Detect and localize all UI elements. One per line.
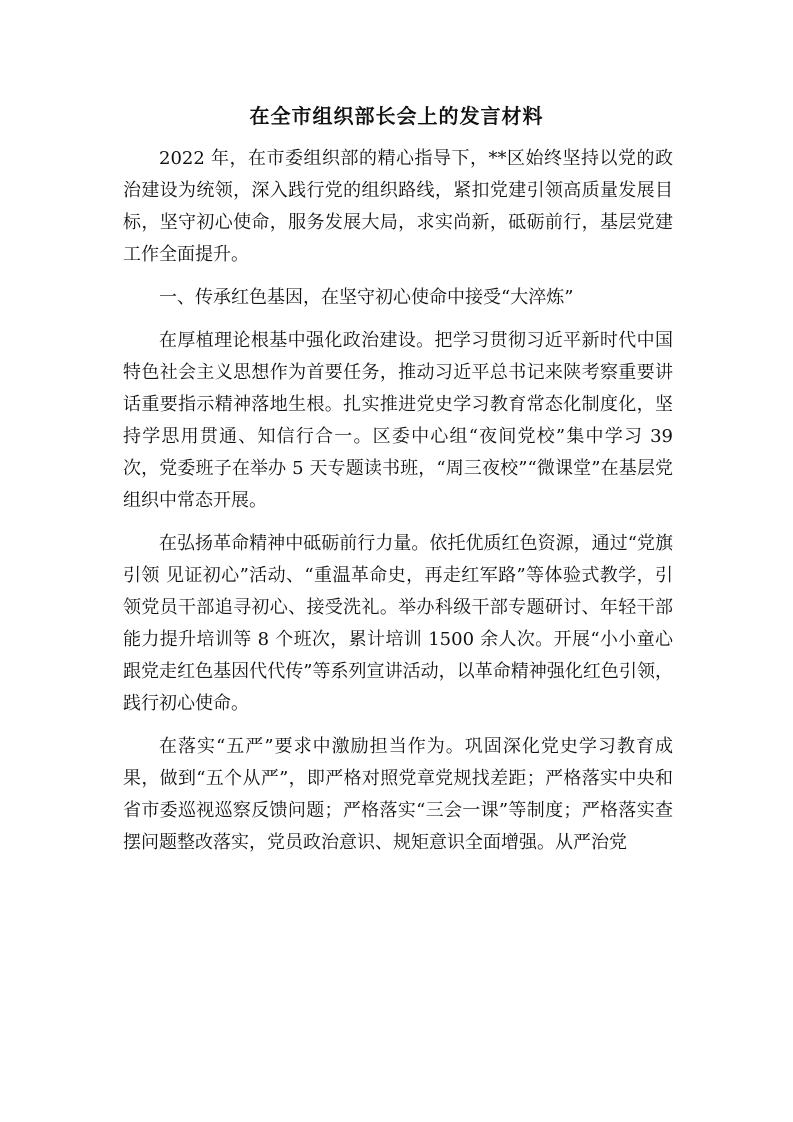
paragraph-intro: 2022 年，在市委组织部的精心指导下，**区始终坚持以党的政治建设为统领，深入践行党的组织路线，紧扣党建引领高质量发展目标，坚守初心使命，服务发展大局，求实尚新，砥砺前行，基层党建工作全面提升。 (123, 148, 673, 265)
paragraph-revolution-spirit: 在弘扬革命精神中砥砺前行力量。依托优质红色资源，通过“党旗引领 见证初心”活动、“重温革命史，再走红军路”等体验式教学，引领党员干部追寻初心、接受洗礼。举办科级干部专题研讨、年轻干部能力提升培训等 8 个班次，累计培训 1500 余人次。开展“小小童心跟党走红色基因代代传”等系列宣讲活动，以革命精神强化红色引领，践行初心使命。 (123, 533, 673, 714)
document-title: 在全市组织部长会上的发言材料 (249, 104, 544, 128)
paragraph-five-strict: 在落实“五严”要求中激励担当作为。巩固深化党史学习教育成果，做到“五个从严”，即严格对照党章党规找差距；严格落实中央和省市委巡视巡察反馈问题；严格落实“三会一课”等制度；严格落实查摆问题整改落实，党员政治意识、规矩意识全面增强。从严治党 (123, 736, 673, 853)
document-body (123, 143, 673, 859)
section-heading-1: 一、传承红色基因，在坚守初心使命中接受“大淬炼” (159, 287, 574, 308)
paragraph-theory: 在厚植理论根基中强化政治建设。把学习贯彻习近平新时代中国特色社会主义思想作为首要任务，推动习近平总书记来陕考察重要讲话重要指示精神落地生根。扎实推进党史学习教育常态化制度化，坚持学思用贯通、知信行合一。区委中心组“夜间党校”集中学习 39 次，党委班子在举办 5 天专题读书班，“周三夜校”“微课堂”在基层党组织中常态开展。 (123, 330, 673, 511)
